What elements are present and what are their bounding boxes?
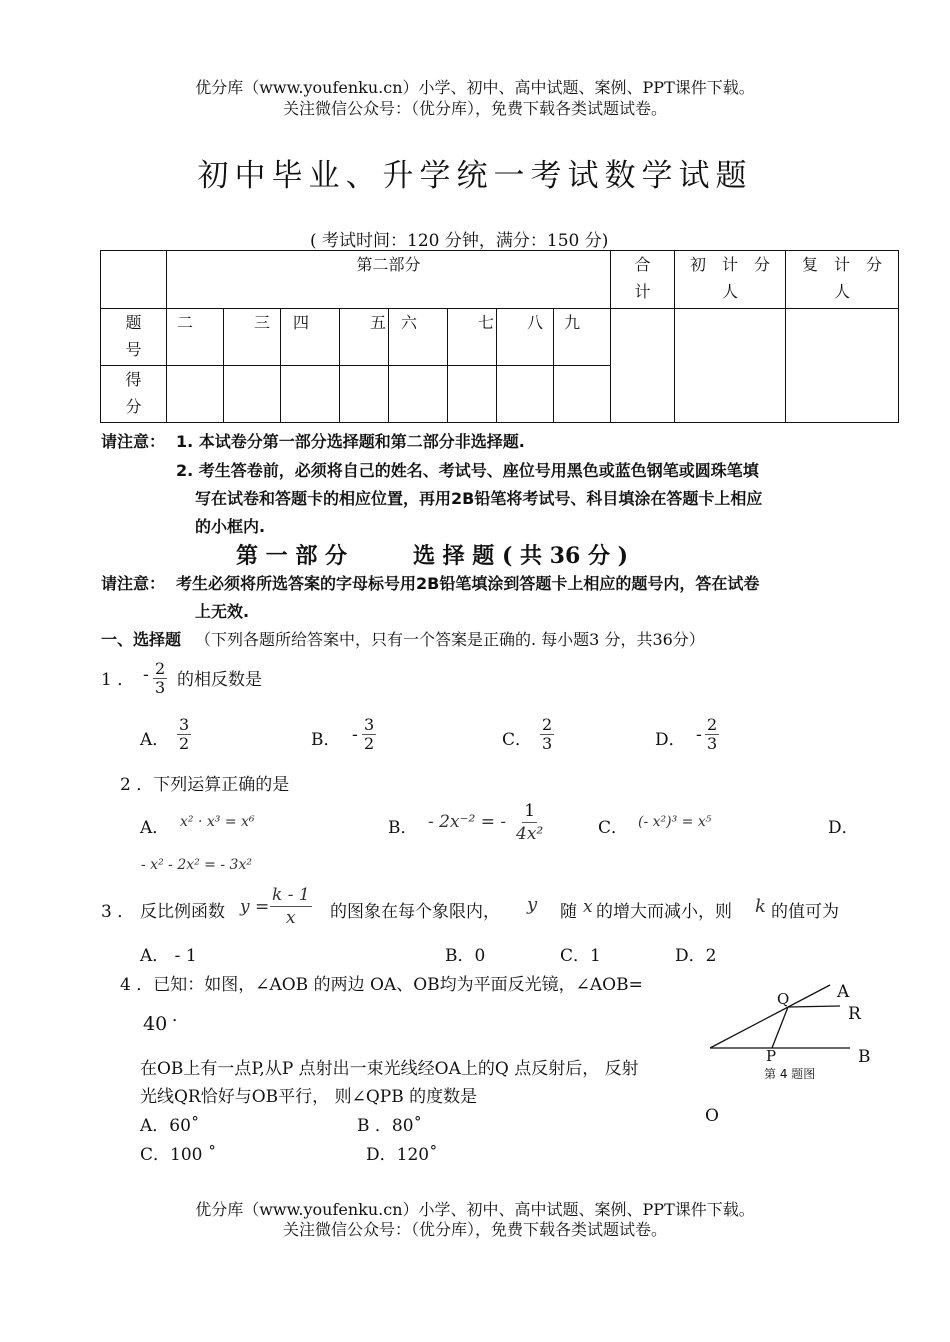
q1-number: 1 ． — [101, 670, 135, 690]
q2-b-den: 4x² — [516, 824, 544, 844]
q3-option-b[interactable]: B．0 — [445, 946, 486, 966]
q2-option-d-label[interactable]: D． — [828, 818, 859, 838]
q2-option-b-left: - 2x⁻² = - — [428, 812, 507, 832]
row-q-label-2: 号 — [125, 340, 142, 359]
q1-fraction-numerator: 2 — [155, 659, 166, 678]
q4-line-4: 光线QR恰好与OB平行， 则∠QPB 的度数是 — [140, 1087, 478, 1107]
q1-option-c-fraction — [540, 716, 554, 753]
q3-var-x: x — [583, 897, 593, 917]
q1-d-den: 3 — [707, 734, 718, 753]
ray-oa — [710, 985, 830, 1048]
q2-option-b-label[interactable]: B． — [388, 818, 418, 838]
q3-text-5: 的值可为 — [771, 902, 839, 922]
q1-text: 的相反数是 — [177, 670, 262, 690]
q2-option-a-expr: x² · x³ = x⁶ — [180, 814, 255, 830]
notice-item-2-line-2: 写在试卷和答题卡的相应位置，再用2B铅笔将考试号、科目填涂在答题卡上相应 — [195, 489, 763, 508]
header-line-1: 优分库（www.youfenku.cn）小学、初中、高中试题、案例、PPT课件下载。 — [195, 78, 755, 97]
row-s-label-2: 分 — [125, 397, 142, 416]
q2-option-b-fraction — [514, 800, 545, 845]
table-corner-cell — [101, 251, 167, 309]
q3-number: 3 ． — [101, 902, 135, 922]
q2-b-num: 1 — [524, 801, 536, 821]
ray-qr — [788, 1006, 840, 1007]
score-cell[interactable] — [224, 366, 281, 423]
part2-header — [167, 251, 611, 309]
fig-label-r: R — [848, 1004, 861, 1024]
q3-option-a[interactable]: A． - 1 — [140, 946, 197, 966]
exam-info: ( 考试时间：120 分钟，满分：150 分) — [310, 231, 609, 251]
part1-title: 第 一 部 分 选 择 题 ( 共 36 分 ) — [236, 543, 629, 569]
total-label-1: 合 — [634, 255, 651, 274]
q1-option-d-fraction — [705, 716, 719, 753]
q3-text-3: 随 — [560, 902, 577, 922]
q3-text-1: 反比例函数 — [140, 902, 225, 922]
col-4: 四 — [281, 309, 340, 366]
q4-angle-value: 40 — [143, 1013, 168, 1035]
q3-fraction-denominator: x — [286, 908, 296, 928]
total-header — [611, 251, 675, 309]
q3-var-y: y — [527, 894, 538, 915]
q1-neg-sign: - — [143, 665, 149, 685]
col-8: 八 — [497, 309, 554, 366]
part2-label: 第二部分 — [356, 255, 421, 274]
notice-item-2-line-1: 2. 考生答卷前，必须将自己的姓名、考试号、座位号用黑色或蓝色钢笔或圆珠笔填 — [176, 461, 759, 480]
row-q-label-1: 题 — [125, 313, 142, 332]
score-cell[interactable] — [554, 366, 611, 423]
total-score-cell[interactable] — [611, 309, 675, 423]
fig-label-o: O — [705, 1106, 719, 1126]
q3-y-equals: y = — [240, 897, 270, 917]
q1-d-num: 2 — [707, 715, 718, 734]
score-row-label — [101, 366, 167, 423]
q4-line-3: 在OB上有一点P,从P 点射出一束光线经OA上的Q 点反射后， 反射 — [140, 1059, 639, 1079]
q2-option-d-expr: - x² - 2x² = - 3x² — [141, 857, 252, 873]
q1-option-c-label[interactable]: C． — [502, 730, 533, 750]
score-cell[interactable] — [167, 366, 224, 423]
notice2-line-1: 考生必须将所选答案的字母标号用2B铅笔填涂到答题卡上相应的题号内，答在试卷 — [176, 574, 760, 593]
q3-option-d[interactable]: D．2 — [675, 946, 717, 966]
score-cell[interactable] — [389, 366, 448, 423]
q3-var-k: k — [755, 896, 766, 917]
header-line-2: 关注微信公众号：（优分库），免费下载各类试题试卷。 — [282, 99, 667, 118]
q1-option-b-neg: - — [352, 725, 358, 745]
first-scorer-cell[interactable] — [675, 309, 786, 423]
q4-option-b[interactable]: B ．80˚ — [357, 1116, 423, 1136]
q1-b-den: 2 — [364, 734, 375, 753]
fig-label-b: B — [858, 1047, 871, 1067]
q1-b-num: 3 — [364, 715, 375, 734]
q2-text: 2 ．下列运算正确的是 — [120, 775, 290, 795]
q3-fraction-numerator: k - 1 — [272, 885, 310, 905]
q1-option-b-label[interactable]: B． — [311, 730, 341, 750]
q1-a-den: 2 — [179, 734, 190, 753]
review-scorer-label-2: 人 — [833, 282, 850, 301]
first-scorer-header — [675, 251, 786, 309]
q1-option-b-fraction — [362, 716, 376, 753]
q4-option-c[interactable]: C．100 ˚ — [140, 1145, 217, 1165]
score-cell[interactable] — [281, 366, 340, 423]
notice-item-1: 1. 本试卷分第一部分选择题和第二部分非选择题. — [176, 432, 525, 451]
q1-option-d-neg: - — [696, 725, 702, 745]
review-scorer-header — [786, 251, 899, 309]
score-cell[interactable] — [448, 366, 497, 423]
col-7: 七 — [448, 309, 497, 366]
footer-line-1: 优分库（www.youfenku.cn）小学、初中、高中试题、案例、PPT课件下载。 — [195, 1200, 755, 1219]
q1-c-num: 2 — [542, 715, 553, 734]
row-s-label-1: 得 — [125, 370, 142, 389]
col-2: 二 — [167, 309, 224, 366]
q1-option-a-fraction — [177, 716, 191, 753]
footer-line-2: 关注微信公众号：（优分库），免费下载各类试题试卷。 — [282, 1220, 667, 1239]
fig-label-p: P — [766, 1047, 777, 1065]
col-9: 九 — [554, 309, 611, 366]
fig-label-q: Q — [777, 990, 790, 1008]
q3-text-4: 的增大而减小，则 — [596, 902, 732, 922]
q1-fraction-denominator: 3 — [155, 678, 166, 697]
q1-option-d-label[interactable]: D． — [655, 730, 686, 750]
q1-fraction — [153, 660, 167, 697]
question-number-row-label — [101, 309, 167, 366]
q3-text-2: 的图象在每个象限内， — [330, 902, 500, 922]
score-cell[interactable] — [497, 366, 554, 423]
q1-option-a-label[interactable]: A． — [140, 730, 170, 750]
q4-option-d[interactable]: D．120˚ — [366, 1145, 438, 1165]
figure-caption: 第 4 题图 — [764, 1067, 816, 1081]
q2-option-a-label[interactable]: A． — [140, 818, 170, 838]
fig-label-a: A — [837, 982, 850, 1002]
q3-option-c[interactable]: C．1 — [560, 946, 601, 966]
section1-title: 一、选择题 — [101, 630, 182, 649]
review-scorer-label-1: 复 计 分 — [801, 255, 882, 274]
q2-option-c-label[interactable]: C． — [598, 818, 629, 838]
notice-label: 请注意： — [101, 432, 166, 451]
review-scorer-cell[interactable] — [786, 309, 899, 423]
total-label-2: 计 — [634, 282, 651, 301]
q1-a-num: 3 — [179, 715, 190, 734]
page-title: 初中毕业、升学统一考试数学试题 — [197, 158, 753, 194]
q1-c-den: 3 — [542, 734, 553, 753]
score-table — [100, 250, 899, 423]
notice-item-2-line-3: 的小框内. — [195, 517, 266, 536]
col-3: 三 — [224, 309, 281, 366]
score-cell[interactable] — [340, 366, 389, 423]
q4-option-a[interactable]: A．60˚ — [140, 1116, 200, 1136]
section1-desc: （下列各题所给答案中，只有一个答案是正确的. 每小题3 分，共36分） — [195, 630, 705, 649]
q4-line-1: 4 ．已知：如图，∠AOB 的两边 OA、OB均为平面反光镜，∠AOB= — [120, 975, 643, 995]
ray-pq — [772, 1007, 788, 1048]
col-6: 六 — [389, 309, 448, 366]
first-scorer-label-2: 人 — [721, 282, 738, 301]
col-5: 五 — [340, 309, 389, 366]
q4-line-2-end: ． — [172, 1006, 189, 1026]
notice2-label: 请注意： — [101, 574, 166, 593]
q2-option-c-expr: (- x²)³ = x⁵ — [638, 814, 712, 830]
notice2-line-2: 上无效. — [195, 602, 250, 621]
first-scorer-label-1: 初 计 分 — [689, 255, 770, 274]
q3-fraction — [270, 884, 312, 929]
